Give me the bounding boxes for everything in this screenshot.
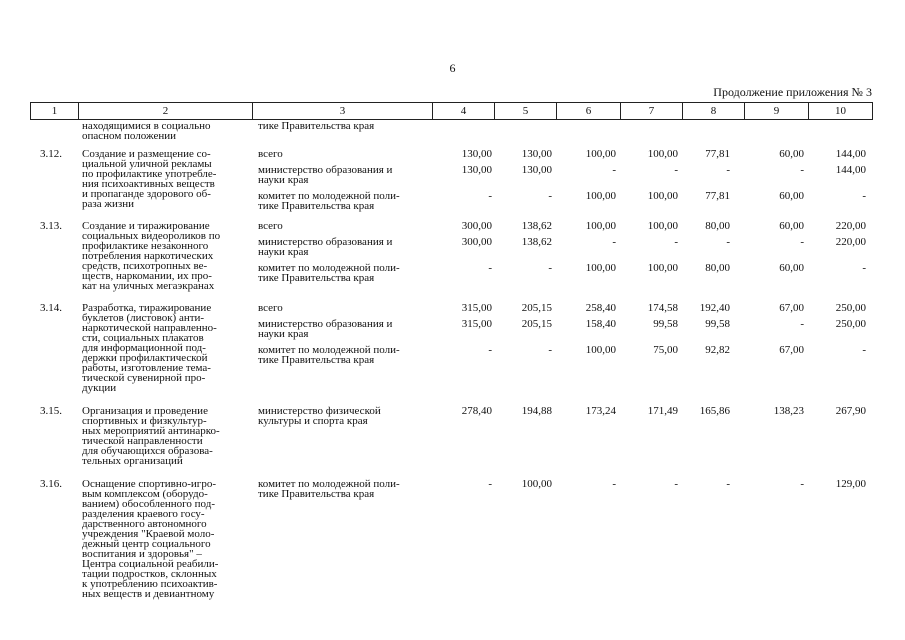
value-col-4: - — [488, 190, 492, 202]
value-col-5: 100,00 — [521, 478, 552, 490]
value-col-10: - — [862, 344, 866, 356]
value-col-5: 194,88 — [521, 405, 552, 417]
page-number: 6 — [449, 61, 456, 75]
row-activity-name: находящимися в социально опасном положении — [82, 120, 211, 142]
value-col-10: - — [862, 190, 866, 202]
funding-source: всего — [258, 302, 283, 314]
value-col-4: - — [488, 478, 492, 490]
value-col-9: 67,00 — [779, 344, 804, 356]
funding-source: тике Правительства края — [258, 120, 375, 132]
value-col-4: 130,00 — [461, 164, 492, 176]
value-col-8: 92,82 — [705, 344, 730, 356]
value-col-7: 171,49 — [647, 405, 678, 417]
value-col-4: 315,00 — [461, 302, 492, 314]
value-col-4: 300,00 — [461, 220, 492, 232]
value-col-10: - — [862, 262, 866, 274]
value-col-8: - — [726, 478, 730, 490]
funding-source: всего — [258, 220, 283, 232]
row-activity-name: Создание и тиражирование социальных видеороликов по профилактике незаконного потребления наркотических средств, психотропных ве- ществ, наркомании, их про- кат на уличных мегаэкранах — [82, 220, 221, 292]
continuation-caption: Продолжение приложения № 3 — [713, 85, 872, 99]
value-col-7: 100,00 — [647, 220, 678, 232]
value-col-6: 100,00 — [585, 220, 616, 232]
value-col-10: 129,00 — [835, 478, 866, 490]
value-col-6: 100,00 — [585, 148, 616, 160]
value-col-10: 250,00 — [835, 318, 866, 330]
funding-source: комитет по молодежной поли- тике Правительства края — [258, 344, 400, 366]
value-col-10: 250,00 — [835, 302, 866, 314]
value-col-9: - — [800, 478, 804, 490]
value-col-6: 158,40 — [585, 318, 616, 330]
row-activity-name: Разработка, тиражирование буклетов (листовок) анти- наркотической направленно- сти, социальных плакатов для информационной под- держки профилактической работы, изготовление тема- тической сувенирной про- дукции — [82, 302, 217, 394]
value-col-6: - — [612, 478, 616, 490]
column-header-4: 4 — [432, 103, 494, 119]
value-col-4: - — [488, 344, 492, 356]
value-col-5: 138,62 — [521, 220, 552, 232]
value-col-8: 192,40 — [699, 302, 730, 314]
column-header-8: 8 — [682, 103, 744, 119]
funding-source: министерство физической культуры и спорта края — [258, 405, 381, 427]
row-activity-name: Создание и размещение со- циальной уличной рекламы по профилактике употребле- ния психоактивных веществ и пропаганде здорового об- раза жизни — [82, 148, 217, 210]
row-number: 3.14. — [40, 302, 62, 314]
row-number: 3.16. — [40, 478, 62, 490]
value-col-7: 174,58 — [647, 302, 678, 314]
value-col-4: 315,00 — [461, 318, 492, 330]
value-col-5: - — [548, 344, 552, 356]
value-col-10: 144,00 — [835, 148, 866, 160]
value-col-9: - — [800, 236, 804, 248]
funding-source: комитет по молодежной поли- тике Правительства края — [258, 262, 400, 284]
value-col-5: - — [548, 262, 552, 274]
value-col-9: - — [800, 164, 804, 176]
value-col-8: 77,81 — [705, 190, 730, 202]
column-header-10: 10 — [808, 103, 873, 119]
column-header-9: 9 — [744, 103, 808, 119]
value-col-8: 99,58 — [705, 318, 730, 330]
value-col-7: 100,00 — [647, 148, 678, 160]
value-col-6: 100,00 — [585, 344, 616, 356]
table-header — [30, 102, 873, 120]
funding-source: министерство образования и науки края — [258, 236, 393, 258]
value-col-5: 205,15 — [521, 302, 552, 314]
value-col-10: 220,00 — [835, 236, 866, 248]
value-col-9: 60,00 — [779, 262, 804, 274]
value-col-4: 278,40 — [461, 405, 492, 417]
value-col-7: 75,00 — [653, 344, 678, 356]
value-col-5: - — [548, 190, 552, 202]
row-activity-name: Организация и проведение спортивных и физкультур- ных мероприятий антинарко- тической направленности для обучающихся образова- тельных организаций — [82, 405, 220, 467]
row-number: 3.12. — [40, 148, 62, 160]
value-col-5: 138,62 — [521, 236, 552, 248]
value-col-8: - — [726, 236, 730, 248]
value-col-8: - — [726, 164, 730, 176]
value-col-7: - — [674, 236, 678, 248]
value-col-7: - — [674, 478, 678, 490]
row-activity-name: Оснащение спортивно-игро- вым комплексом (оборудо- ванием) обособленного под- разделения краевого госу- дарственного автономного учреждения "Краевой моло- дежный центр социального воспитания и здоровья" – Центра социальной реабили- тации подростков, склонных к употреблению психоактив- ных веществ и девиантному — [82, 478, 219, 600]
value-col-9: 60,00 — [779, 190, 804, 202]
value-col-10: 220,00 — [835, 220, 866, 232]
row-number: 3.15. — [40, 405, 62, 417]
value-col-8: 80,00 — [705, 220, 730, 232]
value-col-9: - — [800, 318, 804, 330]
value-col-7: - — [674, 164, 678, 176]
value-col-8: 80,00 — [705, 262, 730, 274]
value-col-6: 173,24 — [585, 405, 616, 417]
row-number: 3.13. — [40, 220, 62, 232]
value-col-9: 60,00 — [779, 148, 804, 160]
value-col-4: 130,00 — [461, 148, 492, 160]
funding-source: комитет по молодежной поли- тике Правительства края — [258, 478, 400, 500]
column-header-7: 7 — [620, 103, 682, 119]
value-col-6: - — [612, 164, 616, 176]
funding-source: министерство образования и науки края — [258, 164, 393, 186]
column-header-5: 5 — [494, 103, 556, 119]
value-col-6: - — [612, 236, 616, 248]
value-col-9: 138,23 — [773, 405, 804, 417]
column-header-6: 6 — [556, 103, 620, 119]
funding-source: комитет по молодежной поли- тике Правительства края — [258, 190, 400, 212]
value-col-6: 100,00 — [585, 190, 616, 202]
value-col-5: 205,15 — [521, 318, 552, 330]
column-header-2: 2 — [78, 103, 252, 119]
value-col-7: 100,00 — [647, 190, 678, 202]
value-col-10: 267,90 — [835, 405, 866, 417]
value-col-5: 130,00 — [521, 164, 552, 176]
value-col-6: 100,00 — [585, 262, 616, 274]
funding-source: министерство образования и науки края — [258, 318, 393, 340]
value-col-9: 67,00 — [779, 302, 804, 314]
value-col-5: 130,00 — [521, 148, 552, 160]
value-col-8: 165,86 — [699, 405, 730, 417]
value-col-6: 258,40 — [585, 302, 616, 314]
value-col-4: - — [488, 262, 492, 274]
value-col-7: 99,58 — [653, 318, 678, 330]
funding-source: всего — [258, 148, 283, 160]
value-col-7: 100,00 — [647, 262, 678, 274]
value-col-8: 77,81 — [705, 148, 730, 160]
column-header-3: 3 — [252, 103, 432, 119]
value-col-4: 300,00 — [461, 236, 492, 248]
value-col-10: 144,00 — [835, 164, 866, 176]
column-header-1: 1 — [30, 103, 78, 119]
value-col-9: 60,00 — [779, 220, 804, 232]
